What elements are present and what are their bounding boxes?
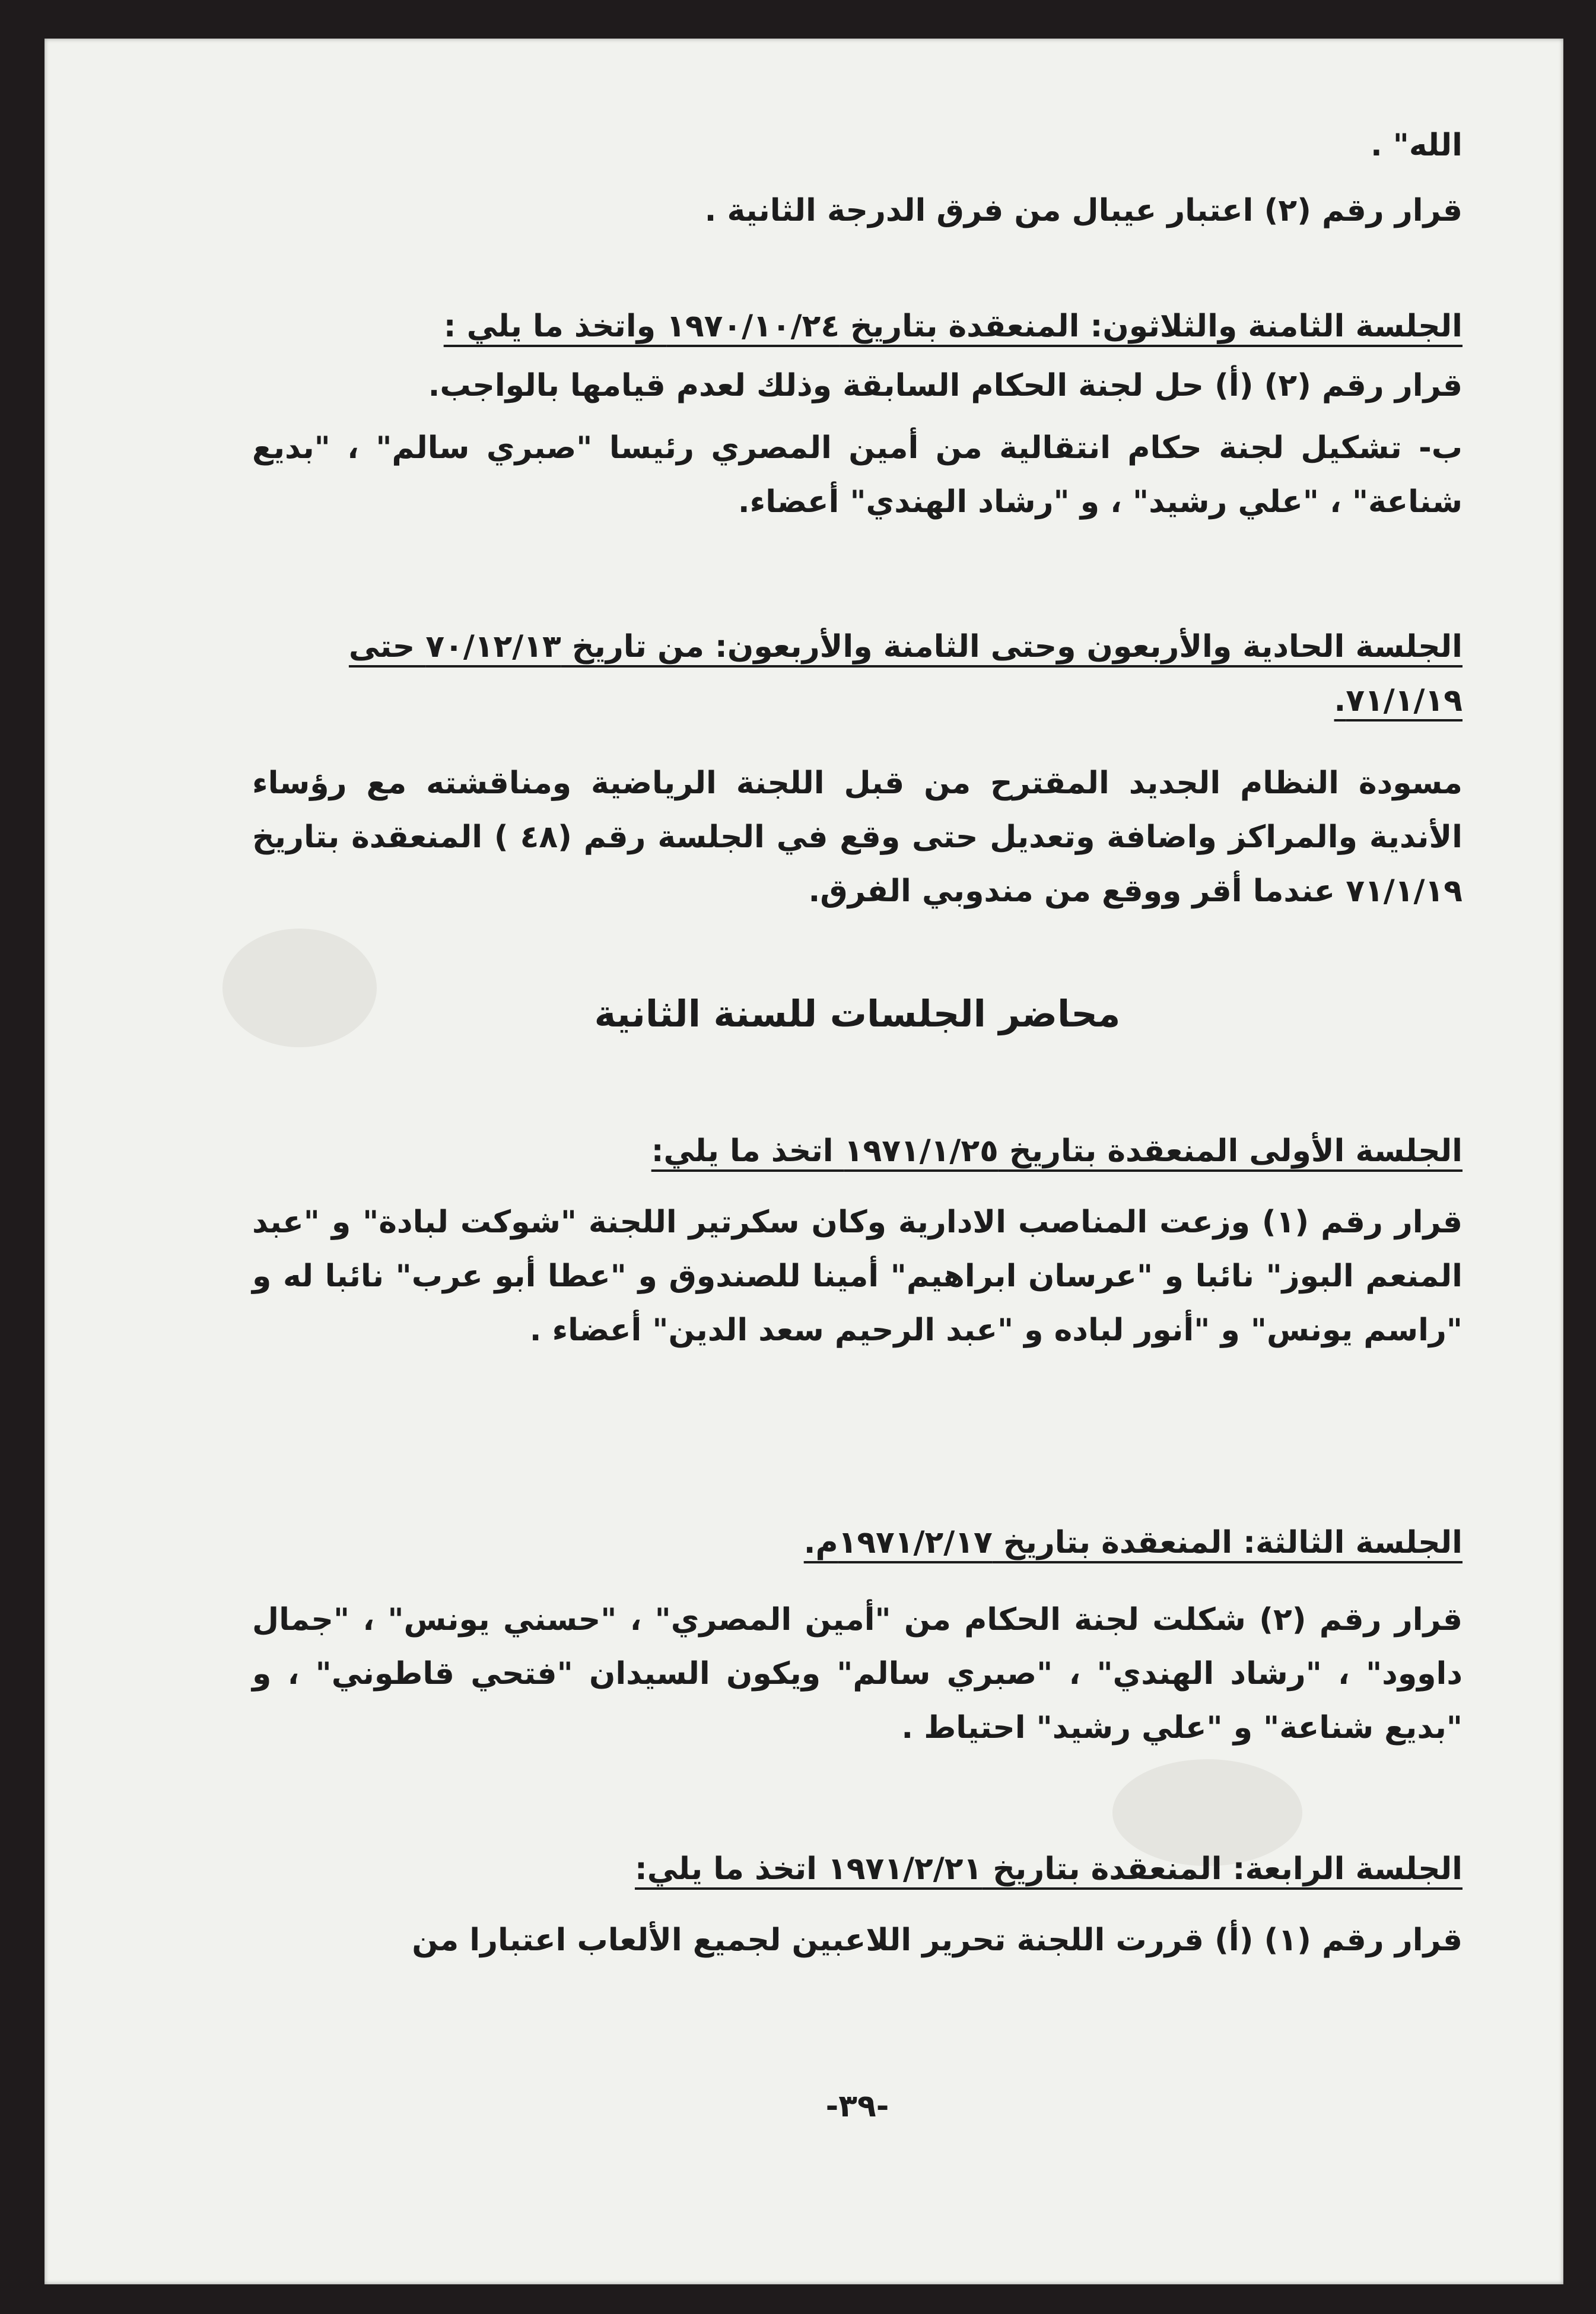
session-heading-38: الجلسة الثامنة والثلاثون: المنعقدة بتاريخ ١٩٧٠/١٠/٢٤ واتخذ ما يلي : [443, 309, 1463, 344]
session-heading-3: الجلسة الثالثة: المنعقدة بتاريخ ١٩٧١/٢/١٧م. [803, 1525, 1463, 1560]
session-heading-4: الجلسة الرابعة: المنعقدة بتاريخ ١٩٧١/٢/٢١ اتخذ ما يلي: [634, 1851, 1463, 1887]
text-line-top: الله" . [1370, 128, 1463, 163]
session-heading-41-48: الجلسة الحادية والأربعون وحتى الثامنة والأربعون: من تاريخ ٧٠/١٢/١٣ حتى ٧١/١/١٩. [348, 629, 1463, 719]
session-heading-1: الجلسة الأولى المنعقدة بتاريخ ١٩٧١/١/٢٥ اتخذ ما يلي: [651, 1133, 1463, 1169]
session-body: قرار رقم (٢) شكلت لجنة الحكام من "أمين المصري" ، "حسني يونس" ، "جمال داوود" ، "رشاد الهندي" ، "صبري سالم" ويكون السيدان "فتحي قاطوني" ، و "بديع شناعة" و "علي رشيد" احتياط . [252, 1602, 1463, 1746]
page-number: -٣٩- [825, 2089, 889, 2124]
session-body: قرار رقم (١) وزعت المناصب الادارية وكان سكرتير اللجنة "شوكت لبادة" و "عبد المنعم البوز" نائبا و "عرسان ابراهيم" أمينا للصندوق و "عطا أبو عرب" نائبا له و "راسم يونس" و "أنور لباده و "عبد الرحيم سعد الدين" أعضاء . [252, 1204, 1463, 1348]
decision-text: ب- تشكيل لجنة حكام انتقالية من أمين المصري رئيسا "صبري سالم" ، "بديع شناعة" ، "علي رشيد" ، و "رشاد الهندي" أعضاء. [252, 430, 1463, 520]
decision-text: قرار رقم (٢) (أ) حل لجنة الحكام السابقة وذلك لعدم قيامها بالواجب. [428, 368, 1463, 403]
session-body: قرار رقم (١) (أ) قررت اللجنة تحرير اللاعبين لجميع الألعاب اعتبارا من [412, 1922, 1463, 1958]
session-body: مسودة النظام الجديد المقترح من قبل اللجنة الرياضية ومناقشته مع رؤساء الأندية والمراكز واضافة وتعديل حتى وقع في الجلسة رقم (٤٨ ) المنعقدة بتاريخ ٧١/١/١٩ عندما أقر ووقع من مندوبي الفرق. [252, 765, 1463, 909]
section-title: محاضر الجلسات للسنة الثانية [594, 992, 1121, 1035]
decision-text: قرار رقم (٢) اعتبار عيبال من فرق الدرجة الثانية . [704, 193, 1463, 228]
scanned-page [44, 39, 1563, 2284]
